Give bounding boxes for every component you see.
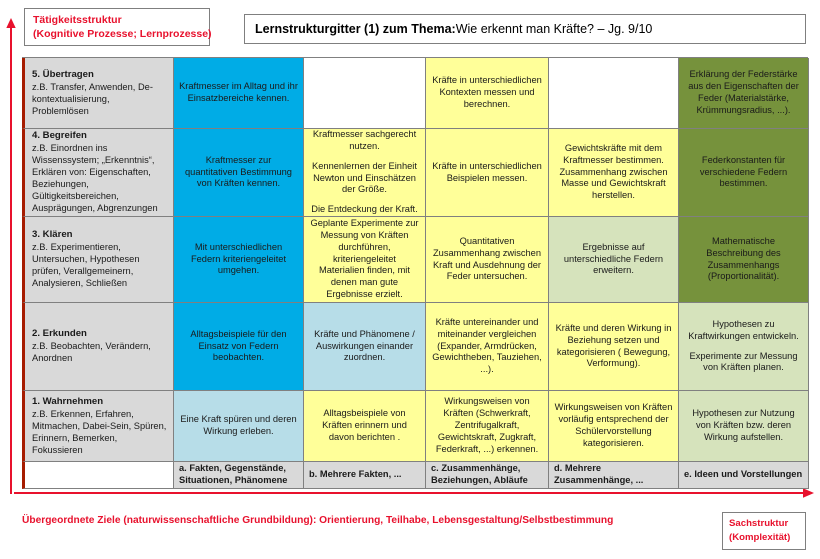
- matrix-cell-text: Alltagsbeispiele von Kräften erinnern und davon berichten .: [322, 408, 407, 442]
- matrix-cell-r2-cb[interactable]: [304, 303, 426, 391]
- matrix-cell-text: Kräfte untereinander und miteinander vergleichen (Expander, Armdrücken, Gewichtheben, Tauziehen, ...).: [432, 316, 542, 375]
- matrix-cell-r2-ca[interactable]: [174, 303, 304, 391]
- matrix-cell-r4-cd[interactable]: [549, 129, 679, 217]
- matrix-cell-r3-cc[interactable]: [426, 217, 549, 303]
- matrix-cell-r1-cd[interactable]: [549, 391, 679, 462]
- horizontal-axis-label-line2: (Komplexität): [729, 531, 791, 543]
- row-label-3: [22, 217, 174, 303]
- matrix-cell-r5-cc[interactable]: [426, 58, 549, 129]
- column-header-c: c. Zusammenhänge, Beziehungen, Abläufe: [426, 462, 549, 489]
- matrix-cell-text: Mathematische Beschreibung des Zusammenhangs (Proportionalität).: [706, 235, 781, 282]
- matrix-cell-r2-cc[interactable]: [426, 303, 549, 391]
- matrix-cell-r3-cd[interactable]: [549, 217, 679, 303]
- matrix-cell-r5-cb[interactable]: [304, 58, 426, 129]
- vertical-axis-label-box: [24, 8, 210, 46]
- matrix-cell-r3-cb[interactable]: [304, 217, 426, 303]
- row-label-1: [22, 391, 174, 462]
- diagram-title-strong: Lernstrukturgitter (1) zum Thema:: [255, 22, 456, 36]
- matrix-cell-text: Quantitativen Zusammenhang zwischen Kraft und Ausdehnung der Feder untersuchen.: [432, 235, 542, 282]
- matrix-cell-r2-cd[interactable]: [549, 303, 679, 391]
- matrix-cell-r1-cb[interactable]: [304, 391, 426, 462]
- matrix-cell-r2-ce[interactable]: [679, 303, 809, 391]
- diagram-title-box: [244, 14, 806, 44]
- row-label-title: 3. Klären: [32, 229, 73, 241]
- matrix-cell-text: Kraftmesser zur quantitativen Bestimmung von Kräften kennen.: [185, 154, 292, 189]
- row-label-description: z.B. Experimentieren, Untersuchen, Hypothesen prüfen, Verallgemeinern, Analysieren, Schließen: [32, 242, 140, 289]
- matrix-cell-text: Federkonstanten für verschiedene Federn bestimmen.: [699, 154, 788, 189]
- column-header-b: b. Mehrere Fakten, ...: [304, 462, 426, 489]
- row-label-title: 5. Übertragen: [32, 68, 94, 80]
- column-header-e: e. Ideen und Vorstellungen: [679, 462, 809, 489]
- matrix-cell-r5-ca[interactable]: [174, 58, 304, 129]
- vertical-axis-label-line1: Tätigkeitsstruktur: [33, 14, 122, 26]
- row-label-description: z.B. Beobachten, Verändern, Anordnen: [32, 341, 151, 364]
- matrix-cell-r5-cd[interactable]: [549, 58, 679, 129]
- matrix-cell-r1-ca[interactable]: [174, 391, 304, 462]
- footer-goals-text: Übergeordnete Ziele (naturwissenschaftliche Grundbildung): Orientierung, Teilhabe, Lebensgestaltung/Selbstbestimmung: [22, 515, 614, 526]
- horizontal-axis-label-line1: Sachstruktur: [729, 518, 789, 529]
- diagram-title-rest: Wie erkennt man Kräfte? – Jg. 9/10: [455, 22, 653, 36]
- matrix-cell-text: Kräfte in unterschiedlichen Kontexten messen und berechnen.: [432, 75, 542, 109]
- matrix-cell-r3-ca[interactable]: [174, 217, 304, 303]
- matrix-cell-text: Wirkungsweisen von Kräften (Schwerkraft, Zentrifugalkraft, Gewichtskraft, Zugkraft, Federkraft, ...) erkennen.: [435, 396, 539, 454]
- row-label-title: 2. Erkunden: [32, 327, 87, 339]
- column-header-a: a. Fakten, Gegenstände, Situationen, Phänomene: [174, 462, 304, 489]
- horizontal-axis-label-box: [722, 512, 806, 550]
- matrix-cell-r4-ce[interactable]: [679, 129, 809, 217]
- matrix-cell-text: Hypothesen zur Nutzung von Kräften bzw. deren Wirkung aufstellen.: [692, 408, 795, 442]
- column-header-d: d. Mehrere Zusammenhänge, ...: [549, 462, 679, 489]
- matrix-cell-text: Kraftmesser im Alltag und ihr Einsatzbereiche kennen.: [179, 81, 298, 103]
- vertical-axis-arrow: [4, 18, 20, 496]
- lernstrukturgitter-matrix: [22, 57, 808, 488]
- matrix-cell-r4-ca[interactable]: [174, 129, 304, 217]
- matrix-cell-text: Kräfte und Phänomene / Auswirkungen einander zuordnen.: [314, 328, 415, 363]
- matrix-cell-r1-cc[interactable]: [426, 391, 549, 462]
- row-label-description: z.B. Transfer, Anwenden, De-kontextualisierung, Problemlösen: [32, 81, 153, 116]
- matrix-cell-text: Hypothesen zu Kraftwirkungen entwickeln. Experimente zur Messung von Kräften planen.: [688, 318, 799, 373]
- matrix-cell-text: Gewichtskräfte mit dem Kraftmesser bestimmen. Zusammenhang zwischen Masse und Gewichtskraft herstellen.: [559, 142, 668, 201]
- row-label-5: [22, 58, 174, 129]
- matrix-cell-text: Geplante Experimente zur Messung von Kräften durchführen, kriteriengeleitet Materialien finden, mit denen man gute Ergebnisse erzielt.: [310, 217, 419, 300]
- row-label-title: 4. Begreifen: [32, 130, 87, 142]
- matrix-cell-text: Alltagsbeispiele für den Einsatz von Federn beobachten.: [190, 328, 287, 363]
- row-label-description: z.B. Einordnen ins Wissenssystem; „Erkenntnis“, Erklären von: Eigenschaften, Beziehungen, Gültigkeitsbereichen, Ausprägungen, Abgrenzungen: [32, 143, 158, 213]
- matrix-cell-text: Eine Kraft spüren und deren Wirkung erleben.: [180, 414, 297, 436]
- matrix-cell-text: Kraftmesser sachgerecht nutzen. Kennenlernen der Einheit Newton und Einschätzen der Größe. Die Entdeckung der Kraft.: [311, 129, 418, 215]
- matrix-corner-blank: [22, 462, 174, 489]
- matrix-cell-r1-ce[interactable]: [679, 391, 809, 462]
- row-label-description: z.B. Erkennen, Erfahren, Mitmachen, Dabei-Sein, Spüren, Erinnern, Bemerken, Fokussieren: [32, 408, 167, 455]
- matrix-cell-r4-cb[interactable]: [304, 129, 426, 217]
- row-label-title: 1. Wahrnehmen: [32, 395, 104, 407]
- matrix-cell-text: Kräfte in unterschiedlichen Beispielen messen.: [432, 160, 542, 183]
- matrix-cell-r5-ce[interactable]: [679, 58, 809, 129]
- matrix-cell-text: Erklärung der Federstärke aus den Eigenschaften der Feder (Materialstärke, Krümmungsradius, ...).: [688, 69, 799, 115]
- matrix-cell-text: Ergebnisse auf unterschiedliche Federn erweitern.: [563, 241, 664, 276]
- matrix-cell-text: Kräfte und deren Wirkung in Beziehung setzen und kategorisieren ( Bewegung, Verformung).: [555, 322, 672, 369]
- row-label-2: [22, 303, 174, 391]
- row-label-4: [22, 129, 174, 217]
- matrix-cell-r3-ce[interactable]: [679, 217, 809, 303]
- vertical-axis-label-line2: (Kognitive Prozesse; Lernprozesse): [33, 28, 212, 41]
- matrix-cell-text: Mit unterschiedlichen Federn kriteriengeleitet umgehen.: [190, 241, 287, 276]
- matrix-cell-text: Wirkungsweisen von Kräften vorläufig entsprechend der Schülervorstellung kategorisieren.: [554, 402, 673, 448]
- matrix-cell-r4-cc[interactable]: [426, 129, 549, 217]
